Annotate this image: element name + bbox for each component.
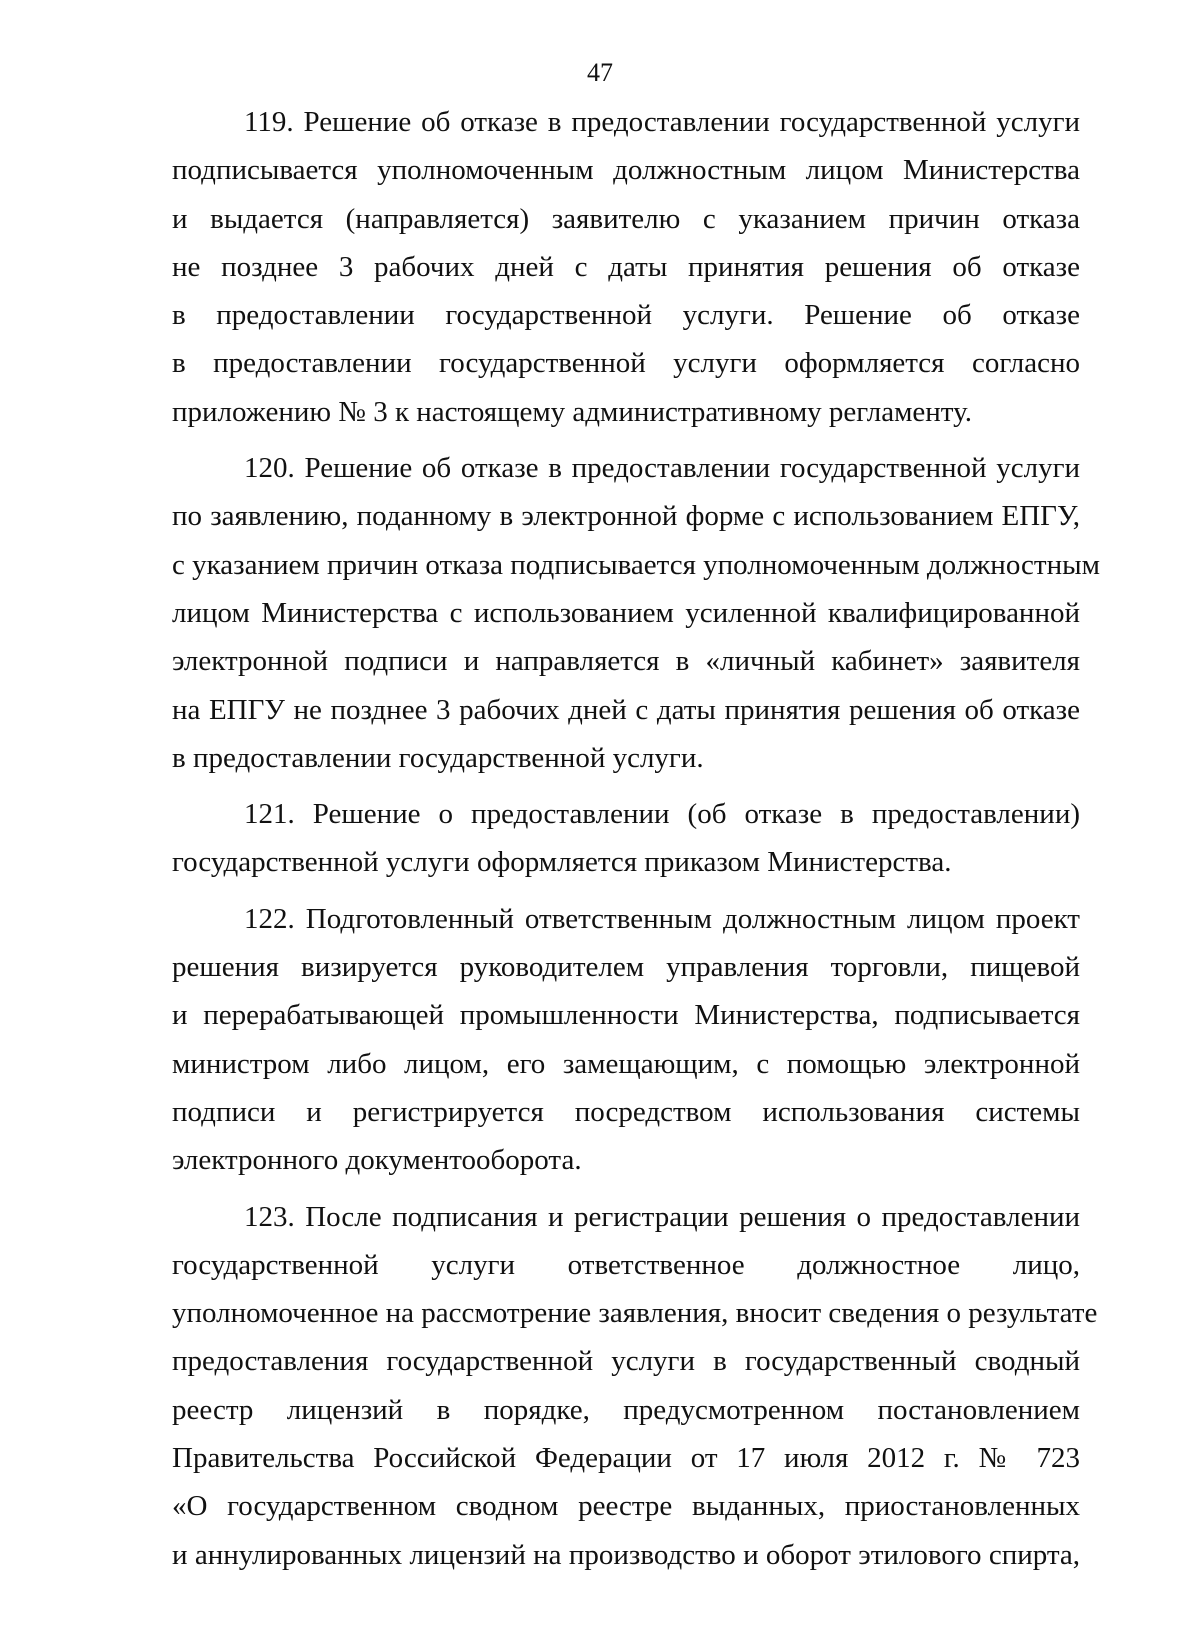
text-line: министром либо лицом, его замещающим, с помощью электронной <box>172 1047 1080 1080</box>
text-line: 123. После подписания и регистрации решения о предоставлении <box>244 1200 1080 1233</box>
text-line: государственной услуги оформляется приказом Министерства. <box>172 846 952 879</box>
text-line: 121. Решение о предоставлении (об отказе в предоставлении) <box>244 798 1080 831</box>
text-line: уполномоченное на рассмотрение заявления, вносит сведения о результате <box>172 1297 1098 1330</box>
paragraph <box>172 1193 1098 1579</box>
text-line: не позднее 3 рабочих дней с даты принятия решения об отказе <box>172 250 1080 283</box>
page-number: 47 <box>587 58 613 87</box>
text-line: 120. Решение об отказе в предоставлении государственной услуги <box>244 452 1080 485</box>
paragraph <box>172 444 1100 782</box>
paragraph <box>172 98 1080 436</box>
text-line: и выдается (направляется) заявителю с указанием причин отказа <box>172 202 1080 235</box>
text-line: и перерабатывающей промышленности Министерства, подписывается <box>172 999 1080 1032</box>
document-body <box>172 98 1100 1587</box>
text-line: по заявлению, поданному в электронной форме с использованием ЕПГУ, <box>172 500 1080 533</box>
text-line: подписи и регистрируется посредством использования системы <box>172 1095 1080 1128</box>
text-line: на ЕПГУ не позднее 3 рабочих дней с даты принятия решения об отказе <box>172 693 1080 726</box>
text-line: в предоставлении государственной услуги. <box>172 741 704 774</box>
text-line: государственной услуги ответственное должностное лицо, <box>172 1248 1080 1281</box>
text-line: с указанием причин отказа подписывается уполномоченным должностным <box>172 548 1100 581</box>
text-line: решения визируется руководителем управления торговли, пищевой <box>172 951 1080 984</box>
paragraph <box>172 895 1080 1185</box>
text-line: Правительства Российской Федерации от 17 июля 2012 г. № 723 <box>172 1442 1080 1475</box>
text-line: в предоставлении государственной услуги. Решение об отказе <box>172 299 1080 332</box>
paragraph <box>172 790 1080 887</box>
text-line: предоставления государственной услуги в государственный сводный <box>172 1345 1080 1378</box>
text-line: приложению № 3 к настоящему административному регламенту. <box>172 395 972 428</box>
text-line: в предоставлении государственной услуги оформляется согласно <box>172 347 1080 380</box>
text-line: реестр лицензий в порядке, предусмотренном постановлением <box>172 1393 1080 1426</box>
text-line: электронной подписи и направляется в «личный кабинет» заявителя <box>172 645 1080 678</box>
text-line: и аннулированных лицензий на производство и оборот этилового спирта, <box>172 1538 1080 1571</box>
text-line: 119. Решение об отказе в предоставлении государственной услуги <box>244 106 1080 138</box>
text-line: электронного документооборота. <box>172 1144 582 1177</box>
text-line: подписывается уполномоченным должностным лицом Министерства <box>172 154 1080 187</box>
text-line: «О государственном сводном реестре выданных, приостановленных <box>172 1490 1080 1523</box>
text-line: 122. Подготовленный ответственным должностным лицом проект <box>244 902 1080 935</box>
text-line: лицом Министерства с использованием усиленной квалифицированной <box>172 596 1080 629</box>
